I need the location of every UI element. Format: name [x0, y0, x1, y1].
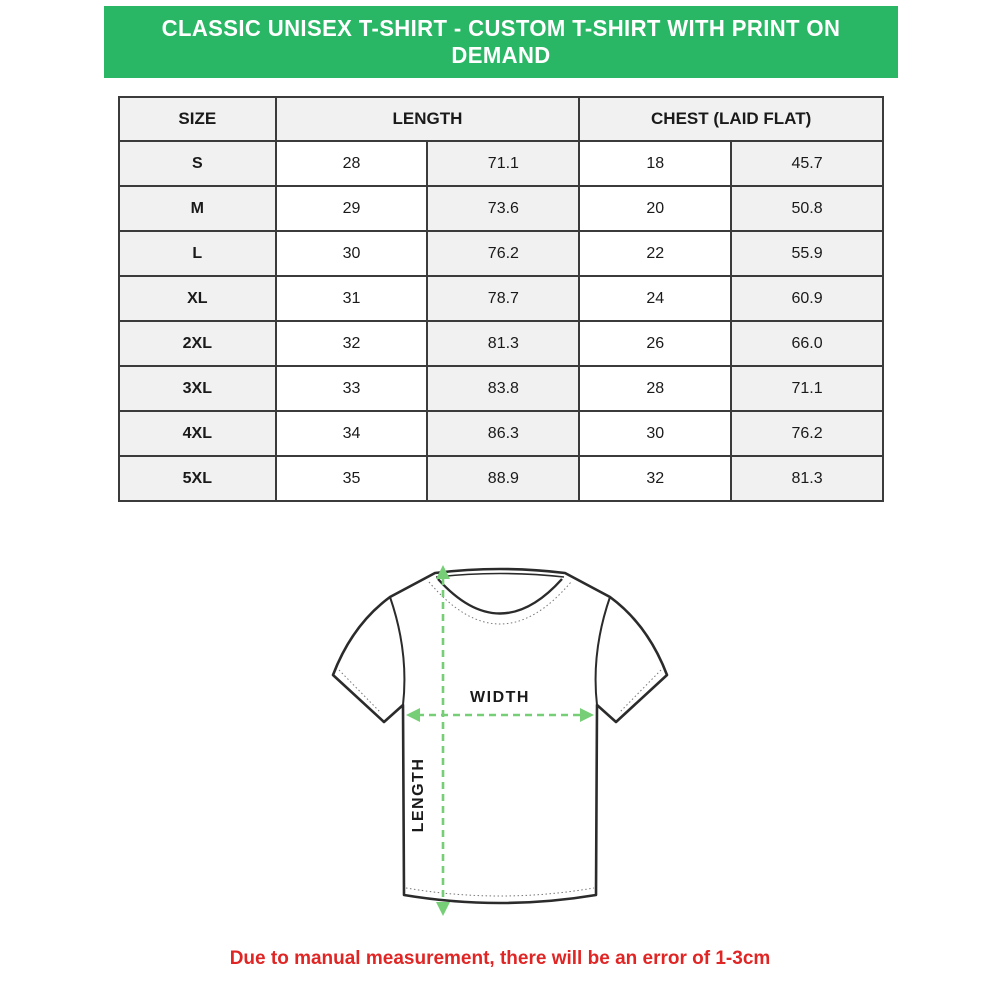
table-row: [119, 456, 883, 501]
table-row: [119, 276, 883, 321]
chest-cm-cell: 81.3: [731, 456, 883, 501]
length-in-cell: 35: [276, 456, 428, 501]
tshirt-diagram-icon: [323, 550, 677, 935]
col-header-size: SIZE: [119, 97, 276, 141]
chest-in-cell: 18: [579, 141, 731, 186]
size-cell: M: [119, 186, 276, 231]
chest-cm-cell: 60.9: [731, 276, 883, 321]
length-in-cell: 33: [276, 366, 428, 411]
chest-cm-cell: 45.7: [731, 141, 883, 186]
chest-cm-cell: 50.8: [731, 186, 883, 231]
length-cm-cell: 86.3: [427, 411, 579, 456]
table-row: [119, 411, 883, 456]
length-cm-cell: 83.8: [427, 366, 579, 411]
chest-in-cell: 22: [579, 231, 731, 276]
size-cell: S: [119, 141, 276, 186]
length-in-cell: 28: [276, 141, 428, 186]
table-row: [119, 366, 883, 411]
length-cm-cell: 78.7: [427, 276, 579, 321]
chest-in-cell: 24: [579, 276, 731, 321]
size-cell: 4XL: [119, 411, 276, 456]
chest-cm-cell: 76.2: [731, 411, 883, 456]
table-row: [119, 231, 883, 276]
length-cm-cell: 88.9: [427, 456, 579, 501]
table-row: [119, 321, 883, 366]
length-in-cell: 31: [276, 276, 428, 321]
length-in-cell: 29: [276, 186, 428, 231]
size-chart-table: [118, 96, 884, 502]
width-label: WIDTH: [470, 689, 530, 706]
length-in-cell: 34: [276, 411, 428, 456]
length-cm-cell: 81.3: [427, 321, 579, 366]
chest-cm-cell: 66.0: [731, 321, 883, 366]
length-in-cell: 32: [276, 321, 428, 366]
chest-in-cell: 30: [579, 411, 731, 456]
size-chart-container: [118, 96, 884, 502]
col-header-length: LENGTH: [276, 97, 580, 141]
header-row: [119, 97, 883, 141]
chest-in-cell: 32: [579, 456, 731, 501]
size-cell: 2XL: [119, 321, 276, 366]
size-cell: XL: [119, 276, 276, 321]
length-label: LENGTH: [410, 757, 427, 833]
length-cm-cell: 76.2: [427, 231, 579, 276]
col-header-chest: CHEST (LAID FLAT): [579, 97, 883, 141]
chest-in-cell: 26: [579, 321, 731, 366]
length-arrow-head-bottom: [436, 902, 450, 916]
tshirt-outline: [333, 569, 667, 903]
chest-cm-cell: 55.9: [731, 231, 883, 276]
table-row: [119, 141, 883, 186]
title-banner: [104, 6, 898, 78]
table-row: [119, 186, 883, 231]
length-in-cell: 30: [276, 231, 428, 276]
length-cm-cell: 71.1: [427, 141, 579, 186]
size-cell: L: [119, 231, 276, 276]
length-cm-cell: 73.6: [427, 186, 579, 231]
size-cell: 5XL: [119, 456, 276, 501]
size-cell: 3XL: [119, 366, 276, 411]
chest-in-cell: 28: [579, 366, 731, 411]
chest-cm-cell: 71.1: [731, 366, 883, 411]
measurement-error-note: Due to manual measurement, there will be an error of 1-3cm: [229, 948, 771, 969]
page-title: CLASSIC UNISEX T-SHIRT - CUSTOM T-SHIRT WITH PRINT ON DEMAND: [161, 15, 841, 68]
tshirt-measurement-diagram: [323, 550, 677, 935]
chest-in-cell: 20: [579, 186, 731, 231]
